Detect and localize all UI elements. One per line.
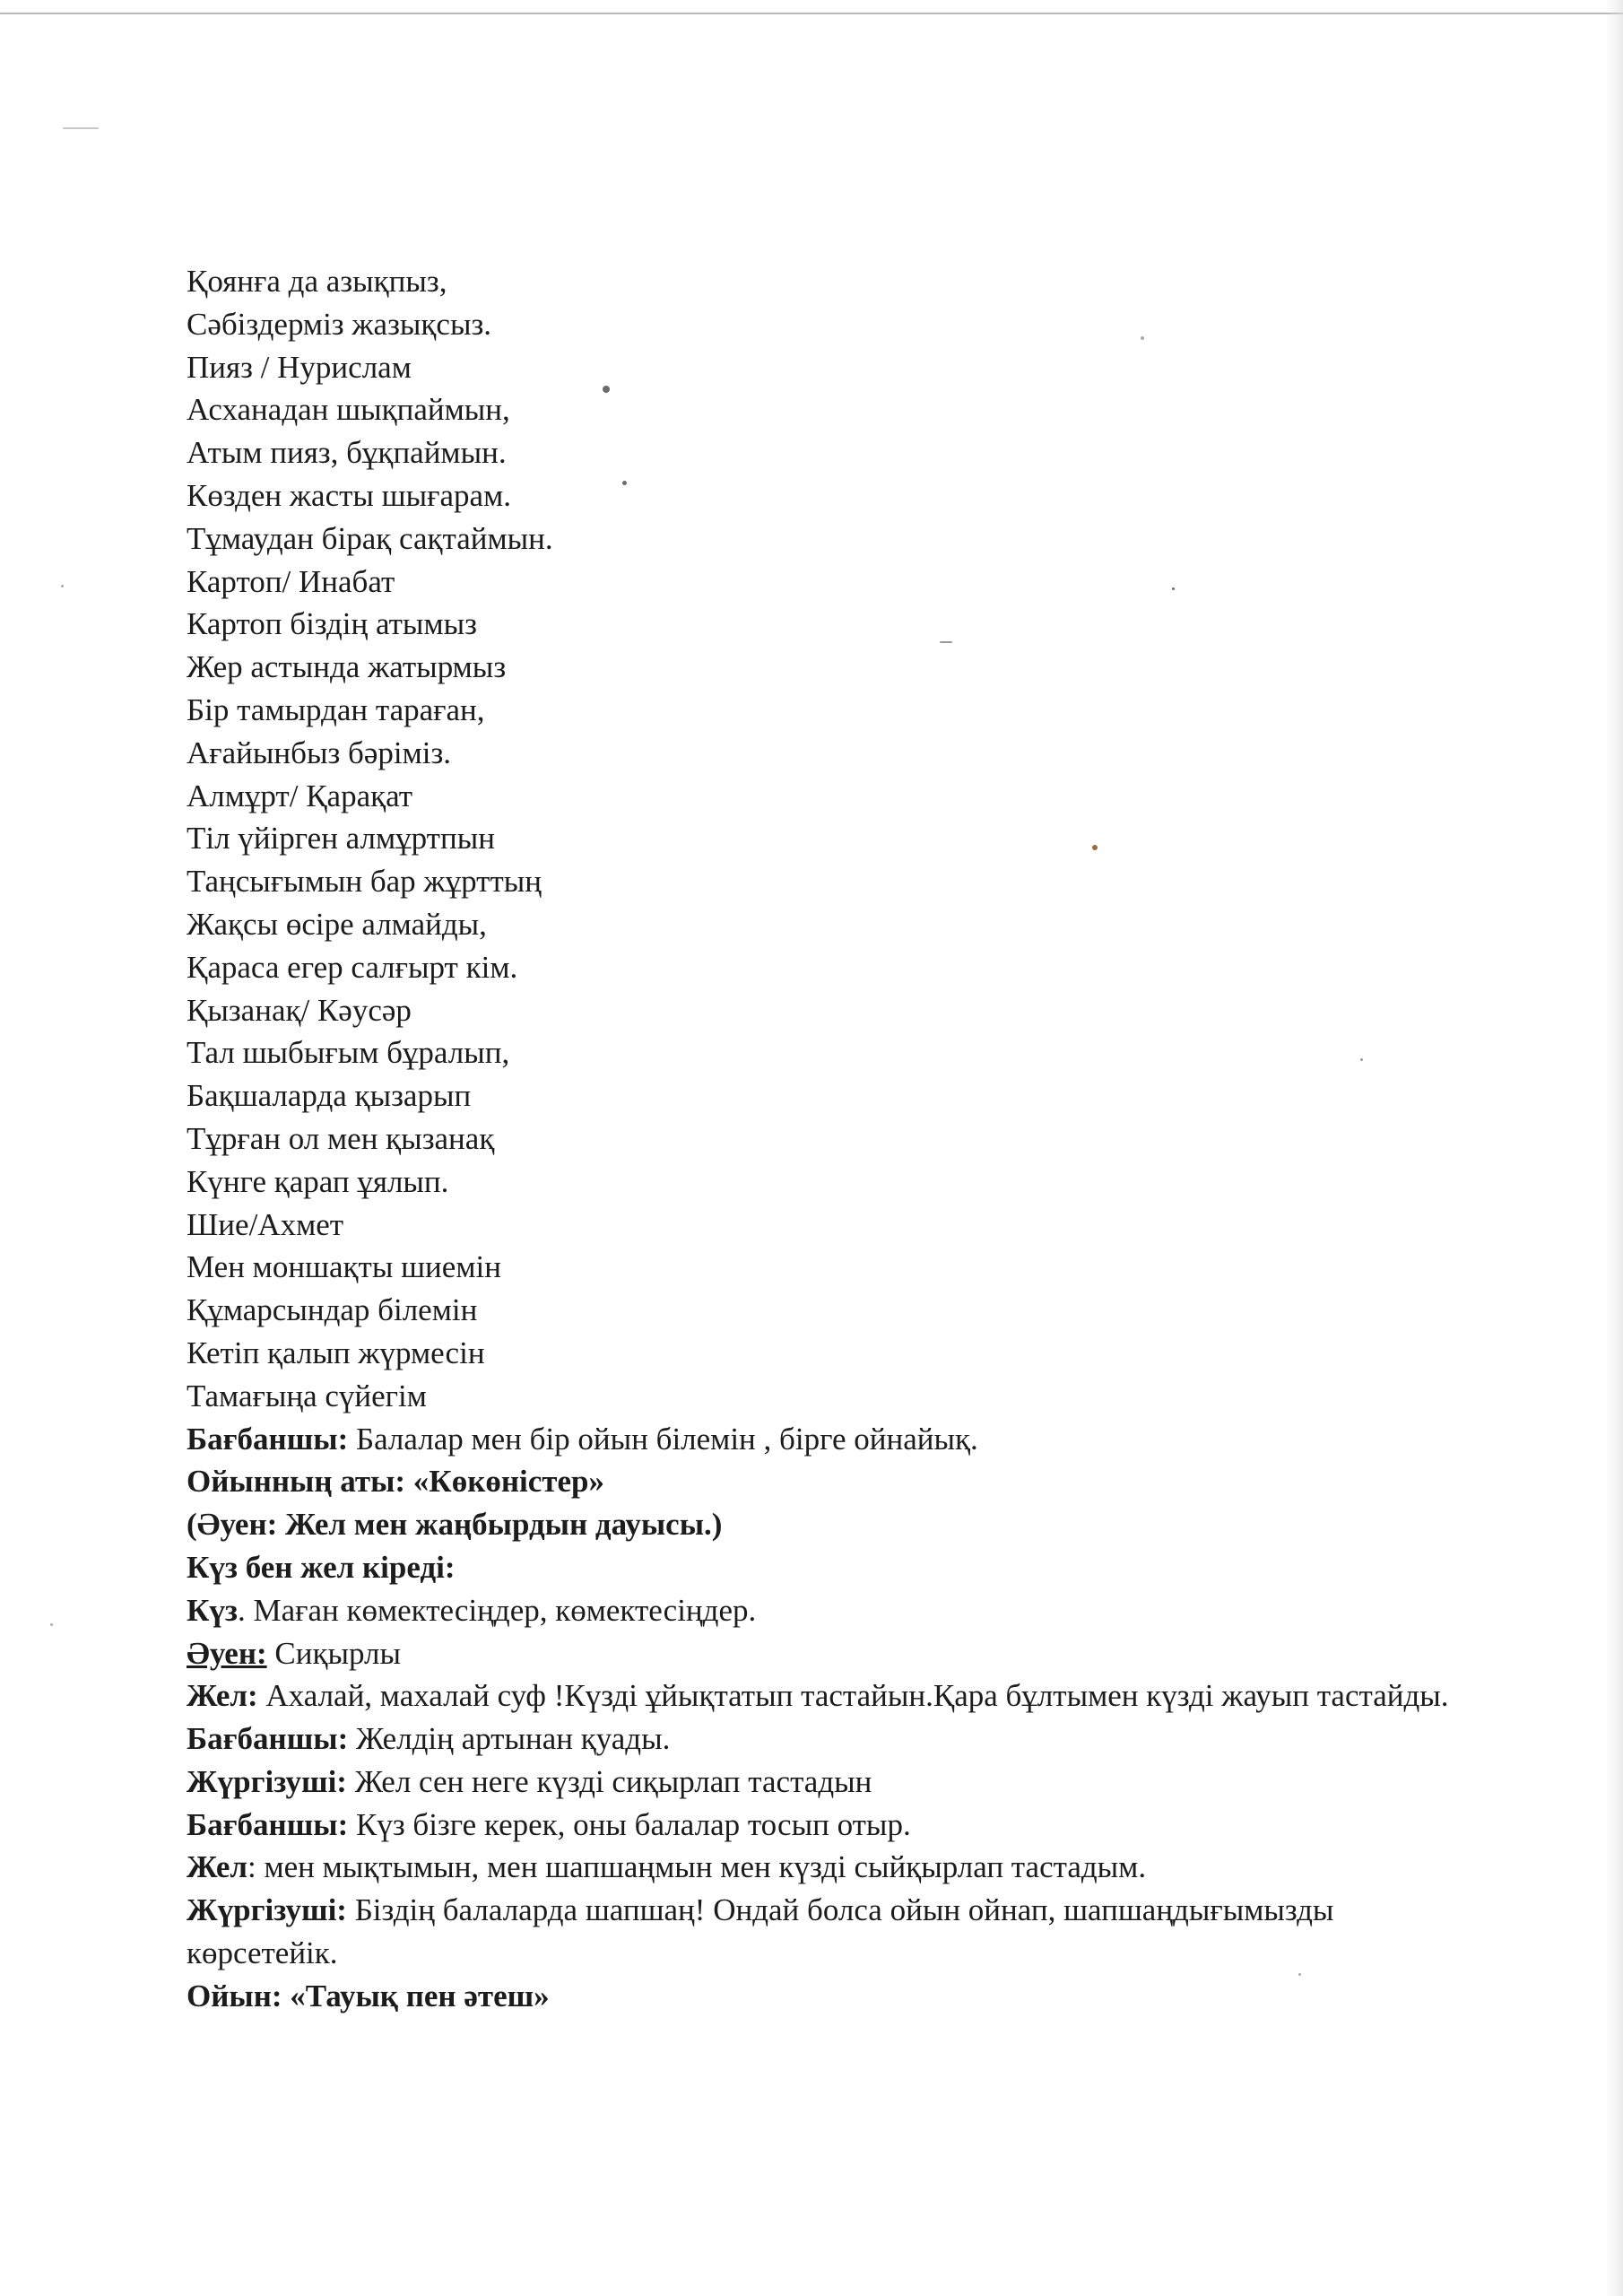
document-body xyxy=(187,260,1487,2018)
text-line: Тал шыбығым бұралып, xyxy=(187,1035,510,1071)
speaker-label: Жүргізуші: xyxy=(187,1892,347,1928)
text-line: Қоянға да азықпыз, xyxy=(187,264,447,299)
dialogue-line xyxy=(187,1846,1487,1889)
heading-line xyxy=(187,1975,1487,2018)
dialogue-line xyxy=(187,1418,1487,1461)
text-line: Жақсы өсіре алмайды, xyxy=(187,906,487,942)
text-line: Картоп/ Инабат xyxy=(187,563,395,599)
text-line: Жер астында жатырмыз xyxy=(187,649,507,685)
line-text: Балалар мен бір ойын білемін , бірге ойнайық. xyxy=(348,1421,978,1457)
text-line: Ағайынбыз бәріміз. xyxy=(187,735,452,770)
dialogue-line xyxy=(187,1674,1487,1718)
speaker-label: Әуен: xyxy=(187,1635,267,1671)
heading-line xyxy=(187,1460,1487,1503)
speaker-label: Бағбаншы: xyxy=(187,1421,349,1457)
line-text: Күз бізге керек, оны балалар тосып отыр. xyxy=(348,1806,911,1842)
heading-label: Ойынның аты: «Көкөністер» xyxy=(187,1464,604,1500)
speaker-label: Жел: xyxy=(187,1678,258,1714)
text-line: Таңсығымын бар жұрттың xyxy=(187,864,542,900)
heading-label: (Әуен: Жел мен жаңбырдын дауысы.) xyxy=(187,1507,723,1543)
text-line: Мен моншақты шиемін xyxy=(187,1249,501,1285)
speck xyxy=(61,585,64,587)
line-text: Ахалай, махалай суф !Күзді ұйықтатып тастайын.Қара бұлтымен күзді жауып тастайды. xyxy=(257,1678,1449,1714)
speaker-label: Жел xyxy=(187,1849,248,1885)
dialogue-line xyxy=(187,1889,1487,1975)
text-line: Сәбіздерміз жазықсыз. xyxy=(187,306,492,342)
dialogue-line xyxy=(187,1804,1487,1847)
scan-right-edge xyxy=(1605,0,1623,2296)
line-text: Желдің артынан қуады. xyxy=(348,1721,671,1757)
scan-top-border xyxy=(0,13,1623,14)
text-line: Кетіп қалып жүрмесін xyxy=(187,1335,485,1370)
speck xyxy=(50,1623,53,1626)
text-line: Бақшаларда қызарып xyxy=(187,1078,472,1114)
text-line: Қараса егер салғырт кім. xyxy=(187,949,518,985)
text-line: Қызанақ/ Кәусәр xyxy=(187,992,412,1028)
dialogue-line xyxy=(187,1632,1487,1675)
text-line: Пияз / Нурислам xyxy=(187,349,412,385)
line-text: : мен мықтымын, мен шапшаңмын мен күзді сыйқырлап тастадым. xyxy=(247,1849,1147,1885)
text-line: Көзден жасты шығарам. xyxy=(187,477,511,513)
speaker-label: Бағбаншы: xyxy=(187,1806,349,1842)
line-text: Сиқырлы xyxy=(266,1635,402,1671)
text-line: Шие/Ахмет xyxy=(187,1206,344,1242)
dialogue-line xyxy=(187,1761,1487,1804)
text-line: Асханадан шықпаймын, xyxy=(187,392,510,428)
text-line: Бір тамырдан тараған, xyxy=(187,691,485,727)
text-line: Тұмаудан бірақ сақтаймын. xyxy=(187,520,553,556)
text-line: Картоп біздің атымыз xyxy=(187,606,477,642)
text-line: Тұрған ол мен қызанақ xyxy=(187,1120,495,1156)
text-line: Атым пияз, бұқпаймын. xyxy=(187,435,507,471)
line-text: Жел сен неге күзді сиқырлап тастадын xyxy=(346,1763,872,1799)
line-text: . Маған көмектесіңдер, көмектесіңдер. xyxy=(237,1592,757,1628)
heading-label: Күз бен жел кіреді: xyxy=(187,1549,456,1585)
speaker-label: Күз xyxy=(187,1592,238,1628)
text-line: Күнге қарап ұялып. xyxy=(187,1163,449,1199)
speaker-label: Бағбаншы: xyxy=(187,1721,349,1757)
text-line: Тамағыңа сүйегім xyxy=(187,1378,427,1413)
dialogue-line xyxy=(187,1718,1487,1761)
text-line: Тіл үйірген алмұртпын xyxy=(187,821,495,857)
text-line: Құмарсындар білемін xyxy=(187,1292,478,1328)
heading-line xyxy=(187,1546,1487,1589)
dialogue-line xyxy=(187,1589,1487,1632)
heading-line xyxy=(187,1503,1487,1546)
line-text: Біздің балаларда шапшаң! Ондай болса ойын ойнап, шапшаңдығымызды көрсетейік. xyxy=(187,1892,1334,1971)
speaker-label: Жүргізуші: xyxy=(187,1763,347,1799)
speck xyxy=(63,127,99,129)
heading-label: Ойын: «Тауық пен әтеш» xyxy=(187,1978,550,2013)
text-line: Алмұрт/ Қарақат xyxy=(187,778,413,813)
